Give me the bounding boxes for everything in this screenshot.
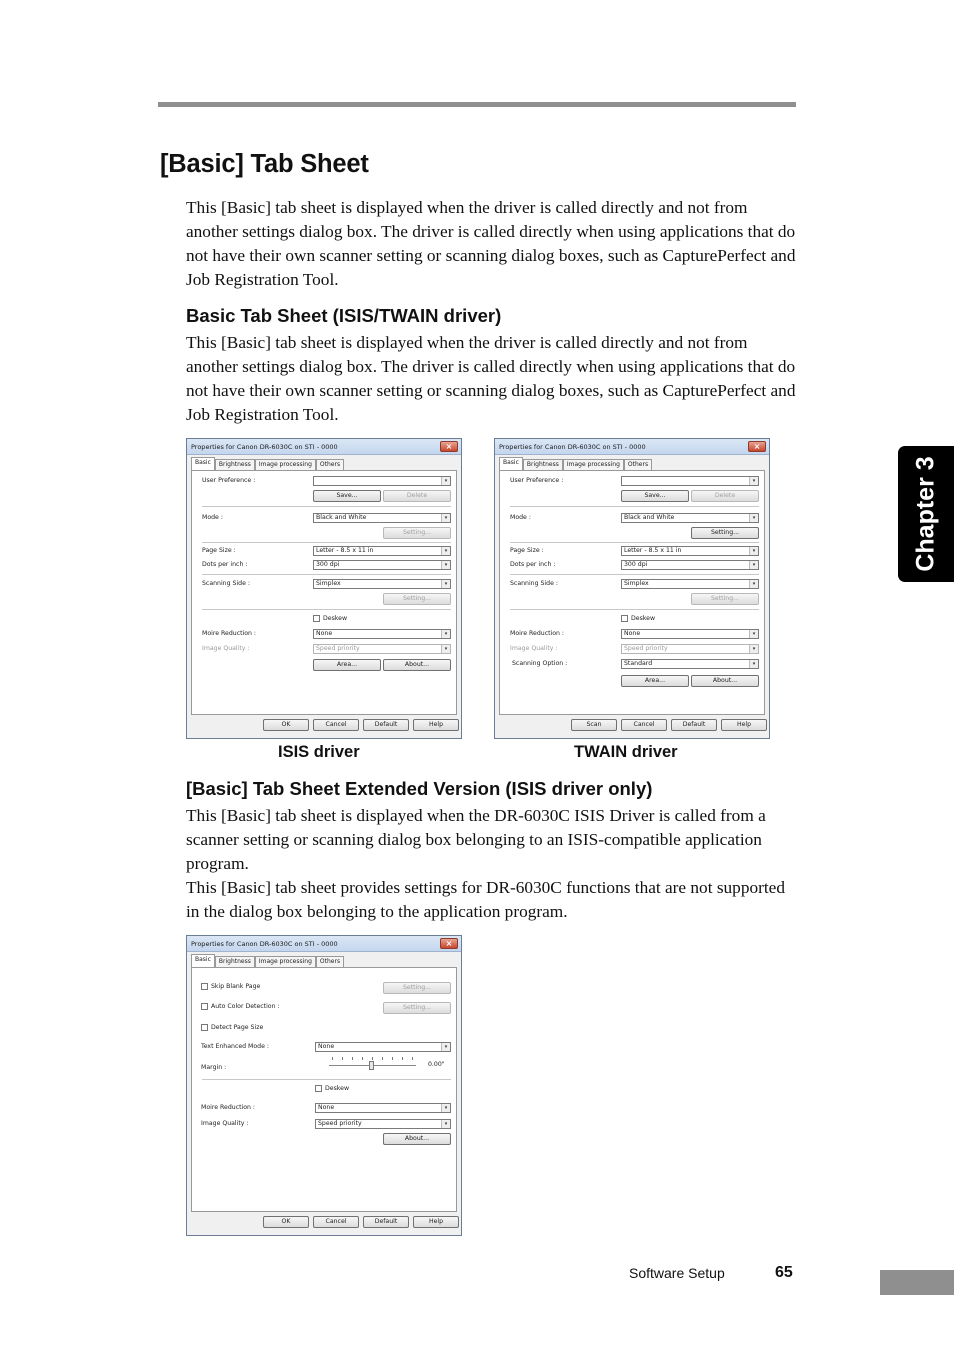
- default-button[interactable]: Default: [363, 719, 409, 731]
- image-quality-label: Image Quality :: [202, 645, 250, 652]
- page-size-select[interactable]: Letter - 8.5 x 11 in ▾: [621, 546, 759, 556]
- text-enhanced-label: Text Enhanced Mode :: [201, 1043, 269, 1050]
- skip-blank-label: Skip Blank Page: [211, 983, 261, 990]
- moire-label: Moire Reduction :: [202, 630, 257, 637]
- deskew-label: Deskew: [323, 615, 348, 622]
- footer-section: Software Setup: [629, 1265, 725, 1281]
- margin-value: 0.00": [428, 1061, 445, 1068]
- tab-image-processing[interactable]: Image processing: [255, 459, 316, 470]
- default-button[interactable]: Default: [363, 1216, 409, 1228]
- tab-others[interactable]: Others: [624, 459, 652, 470]
- ok-button[interactable]: OK: [263, 719, 309, 731]
- margin-label: Margin :: [201, 1064, 227, 1071]
- dpi-label: Dots per inch :: [510, 561, 556, 568]
- tab-image-processing[interactable]: Image processing: [563, 459, 624, 470]
- page-title: [Basic] Tab Sheet: [160, 150, 369, 178]
- dialog-titlebar: Properties for Canon DR-6030C on STI - 0000 ×: [495, 439, 769, 455]
- help-button[interactable]: Help: [413, 719, 459, 731]
- tab-panel: [499, 470, 765, 715]
- detect-page-label: Detect Page Size: [211, 1024, 264, 1031]
- user-preference-label: User Preference :: [510, 477, 564, 484]
- image-quality-label: Image Quality :: [510, 645, 558, 652]
- page-size-label: Page Size :: [510, 547, 544, 554]
- page-number: 65: [775, 1264, 793, 1281]
- about-button[interactable]: About...: [691, 675, 759, 687]
- dpi-select[interactable]: 300 dpi ▾: [621, 560, 759, 570]
- section2-body1: This [Basic] tab sheet is displayed when the DR-6030C ISIS Driver is called from a scanner setting or scanning dialog box belonging to an ISIS-compatible application program.: [186, 806, 766, 873]
- section1-heading: Basic Tab Sheet (ISIS/TWAIN driver): [186, 305, 502, 326]
- isis-caption: ISIS driver: [278, 743, 360, 761]
- scanning-side-label: Scanning Side :: [510, 580, 558, 587]
- area-button[interactable]: Area...: [621, 675, 689, 687]
- side-setting-button[interactable]: Setting...: [383, 593, 451, 605]
- about-button[interactable]: About...: [383, 659, 451, 671]
- tab-panel: [191, 470, 457, 715]
- deskew-label: Deskew: [325, 1085, 350, 1092]
- about-button[interactable]: About...: [383, 1133, 451, 1145]
- auto-color-checkbox[interactable]: [201, 1003, 208, 1010]
- user-preference-select[interactable]: ▾: [621, 476, 759, 486]
- user-preference-select[interactable]: ▾: [313, 476, 451, 486]
- mode-setting-button[interactable]: Setting...: [691, 527, 759, 539]
- scanning-option-select[interactable]: Standard ▾: [621, 659, 759, 669]
- section2-paragraph: [186, 804, 798, 924]
- deskew-checkbox[interactable]: [621, 615, 628, 622]
- chapter-tab: [898, 446, 954, 582]
- detect-page-checkbox[interactable]: [201, 1024, 208, 1031]
- tab-panel: [191, 967, 457, 1212]
- twain-basic-dialog: [494, 438, 770, 739]
- cancel-button[interactable]: Cancel: [313, 1216, 359, 1228]
- mode-label: Mode :: [510, 514, 531, 521]
- tab-brightness[interactable]: Brightness: [215, 956, 255, 967]
- isis-basic-dialog: [186, 438, 462, 739]
- chapter-label: Chapter 3: [911, 456, 940, 572]
- page-size-select[interactable]: Letter - 8.5 x 11 in ▾: [313, 546, 451, 556]
- deskew-checkbox[interactable]: [313, 615, 320, 622]
- save-button[interactable]: Save...: [313, 490, 381, 502]
- image-quality-select[interactable]: Speed priority ▾: [315, 1119, 451, 1129]
- default-button[interactable]: Default: [671, 719, 717, 731]
- dialog-titlebar: Properties for Canon DR-6030C on STI - 0000 ×: [187, 439, 461, 455]
- dpi-label: Dots per inch :: [202, 561, 248, 568]
- mode-setting-button[interactable]: Setting...: [383, 527, 451, 539]
- mode-select[interactable]: Black and White ▾: [313, 513, 451, 523]
- section2-heading: [Basic] Tab Sheet Extended Version (ISIS driver only): [186, 778, 653, 799]
- deskew-label: Deskew: [631, 615, 656, 622]
- auto-color-setting-button[interactable]: Setting...: [383, 1002, 451, 1014]
- mode-label: Mode :: [202, 514, 223, 521]
- skip-blank-setting-button[interactable]: Setting...: [383, 982, 451, 994]
- tab-others[interactable]: Others: [316, 459, 344, 470]
- page-size-label: Page Size :: [202, 547, 236, 554]
- scanning-side-select[interactable]: Simplex ▾: [313, 579, 451, 589]
- intro-paragraph: This [Basic] tab sheet is displayed when the driver is called directly and not from another settings dialog box. The driver is called directly when using applications that do not have their own scanner setting or scanning dialog boxes, such as CapturePerfect and Job Registration Tool.: [186, 198, 796, 289]
- area-button[interactable]: Area...: [313, 659, 381, 671]
- margin-slider-thumb[interactable]: [369, 1061, 374, 1070]
- footer-bar: [880, 1270, 954, 1295]
- tab-others[interactable]: Others: [316, 956, 344, 967]
- moire-label: Moire Reduction :: [201, 1104, 256, 1111]
- scanning-option-label: Scanning Option :: [512, 660, 568, 667]
- close-icon[interactable]: ×: [440, 441, 458, 452]
- image-quality-select[interactable]: Speed priority ▾: [313, 644, 451, 654]
- close-icon[interactable]: ×: [748, 441, 766, 452]
- text-enhanced-select[interactable]: None ▾: [315, 1042, 451, 1052]
- help-button[interactable]: Help: [413, 1216, 459, 1228]
- side-setting-button[interactable]: Setting...: [691, 593, 759, 605]
- skip-blank-checkbox[interactable]: [201, 983, 208, 990]
- user-preference-label: User Preference :: [202, 477, 256, 484]
- save-button[interactable]: Save...: [621, 490, 689, 502]
- moire-select[interactable]: None ▾: [313, 629, 451, 639]
- scanning-side-select[interactable]: Simplex ▾: [621, 579, 759, 589]
- section1-paragraph: This [Basic] tab sheet is displayed when the driver is called directly and not from another settings dialog box. The driver is called directly when using applications that do not have their own scanner setting or scanning dialog boxes, such as CapturePerfect and Job Registration Tool.: [186, 333, 796, 424]
- delete-button[interactable]: Delete: [691, 490, 759, 502]
- tab-basic[interactable]: Basic: [191, 457, 215, 470]
- delete-button[interactable]: Delete: [383, 490, 451, 502]
- header-rule: [158, 102, 796, 107]
- close-icon[interactable]: ×: [440, 938, 458, 949]
- moire-select[interactable]: None ▾: [621, 629, 759, 639]
- tab-basic[interactable]: Basic: [191, 954, 215, 967]
- help-button[interactable]: Help: [721, 719, 767, 731]
- auto-color-label: Auto Color Detection :: [211, 1003, 280, 1010]
- image-quality-select[interactable]: Speed priority ▾: [621, 644, 759, 654]
- cancel-button[interactable]: Cancel: [313, 719, 359, 731]
- scan-button[interactable]: Scan: [571, 719, 617, 731]
- dpi-select[interactable]: 300 dpi ▾: [313, 560, 451, 570]
- moire-select[interactable]: None ▾: [315, 1103, 451, 1113]
- tab-image-processing[interactable]: Image processing: [255, 956, 316, 967]
- tab-brightness[interactable]: Brightness: [523, 459, 563, 470]
- mode-select[interactable]: Black and White ▾: [621, 513, 759, 523]
- isis-extended-dialog: [186, 935, 462, 1236]
- image-quality-label: Image Quality :: [201, 1120, 249, 1127]
- scanning-side-label: Scanning Side :: [202, 580, 250, 587]
- twain-caption: TWAIN driver: [574, 743, 678, 761]
- deskew-checkbox[interactable]: [315, 1085, 322, 1092]
- cancel-button[interactable]: Cancel: [621, 719, 667, 731]
- tab-basic[interactable]: Basic: [499, 457, 523, 470]
- section2-body2: This [Basic] tab sheet provides settings for DR-6030C functions that are not supported in the dialog box belonging to the application program.: [186, 878, 785, 921]
- moire-label: Moire Reduction :: [510, 630, 565, 637]
- dialog-titlebar: Properties for Canon DR-6030C on STI - 0000 ×: [187, 936, 461, 952]
- ok-button[interactable]: OK: [263, 1216, 309, 1228]
- tab-brightness[interactable]: Brightness: [215, 459, 255, 470]
